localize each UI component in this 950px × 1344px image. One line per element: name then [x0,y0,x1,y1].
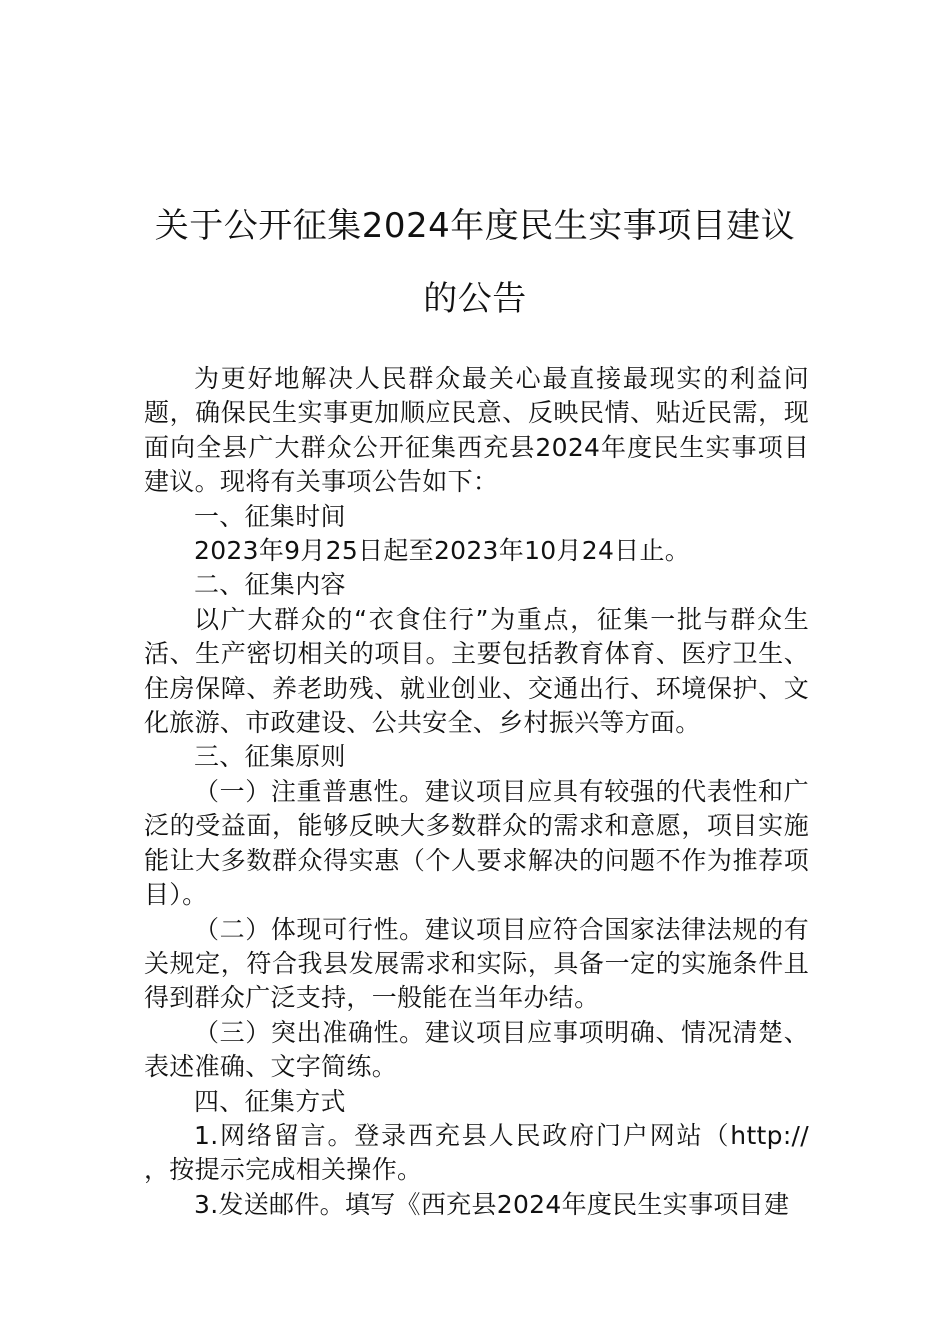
principle-2: （二）体现可行性。建议项目应符合国家法律法规的有关规定，符合我县发展需求和实际，具备一定的实施条件且得到群众广泛支持，一般能在当年办结。 [144,914,809,1013]
document-body [144,362,809,1222]
intro-paragraph: 为更好地解决人民群众最关心最直接最现实的利益问题，确保民生实事更加顺应民意、反映民情、贴近民需，现面向全县广大群众公开征集西充县2024年度民生实事项目建议。现将有关事项公告如下： [144,364,809,497]
document-title-line-1: 关于公开征集2024年度民生实事项目建议 [154,206,796,246]
principle-3: （三）突出准确性。建议项目应事项明确、情况清楚、表述准确、文字简练。 [144,1017,809,1082]
collection-period: 2023年9月25日起至2023年10月24日止。 [194,536,691,566]
principle-1: （一）注重普惠性。建议项目应具有较强的代表性和广泛的受益面，能够反映大多数群众的需求和意愿，项目实施能让大多数群众得实惠（个人要求解决的问题不作为推荐项目）。 [144,776,809,910]
section-heading-principles: 三、征集原则 [194,742,346,772]
document-title-line-2: 的公告 [423,279,527,319]
content-paragraph: 以广大群众的“衣食住行”为重点，征集一批与群众生活、生产密切相关的项目。主要包括教育体育、医疗卫生、住房保障、养老助残、就业创业、交通出行、环境保护、文化旅游、市政建设、公共安全、乡村振兴等方面。 [144,604,809,738]
method-3: 3.发送邮件。填写《西充县2024年度民生实事项目建 [194,1189,790,1219]
section-heading-methods: 四、征集方式 [194,1086,346,1116]
section-heading-content: 二、征集内容 [194,570,346,600]
method-1: 1.网络留言。登录西充县人民政府门户网站（http:// ，按提示完成相关操作。 [144,1120,809,1185]
section-heading-time: 一、征集时间 [194,501,346,531]
